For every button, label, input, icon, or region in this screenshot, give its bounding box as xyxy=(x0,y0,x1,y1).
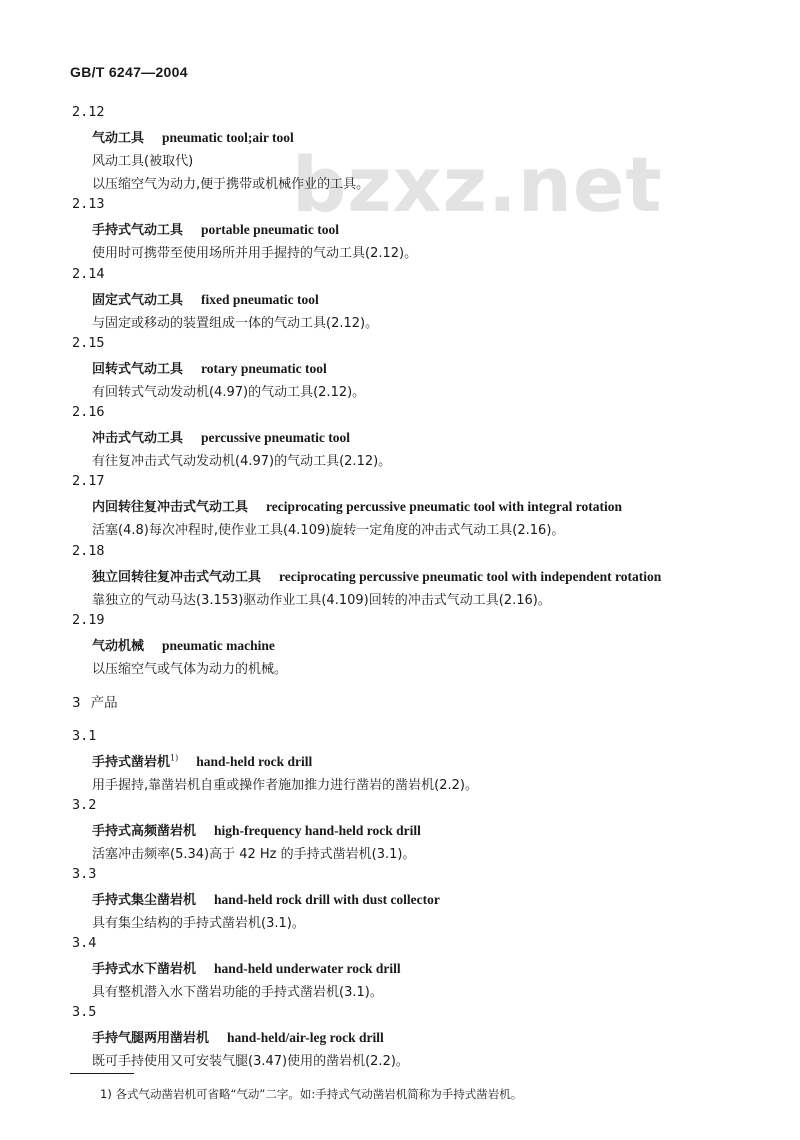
term-zh: 手持气腿两用凿岩机 xyxy=(92,1031,210,1046)
term-en: hand-held rock drill xyxy=(196,754,313,769)
term-en: percussive pneumatic tool xyxy=(201,430,351,445)
term-en: reciprocating percussive pneumatic tool with integral rotation xyxy=(266,499,622,514)
term-title xyxy=(92,566,661,585)
term-zh: 独立回转往复冲击式气动工具 xyxy=(92,570,262,585)
footnote-divider xyxy=(70,1073,134,1074)
term-zh: 手持式气动工具 xyxy=(92,223,184,238)
term-title xyxy=(92,958,401,977)
definition-text: 有往复冲击式气动发动机(4.97)的气动工具(2.12)。 xyxy=(92,454,392,469)
clause-number: 2.13 xyxy=(72,196,105,212)
footnote: 1) 各式气动凿岩机可省略“气动”二字。如:手持式气动凿岩机简称为手持式凿岩机。 xyxy=(100,1087,523,1101)
definition-text: 以压缩空气为动力,便于携带或机械作业的工具。 xyxy=(92,177,370,192)
term-title xyxy=(92,289,319,308)
term-en: hand-held/air-leg rock drill xyxy=(227,1030,384,1045)
definition-text: 以压缩空气或气体为动力的机械。 xyxy=(92,662,288,677)
clause-number: 3.4 xyxy=(72,935,97,951)
term-title xyxy=(92,635,275,654)
definition-text: 具有集尘结构的手持式凿岩机(3.1)。 xyxy=(92,916,305,931)
term-en: rotary pneumatic tool xyxy=(201,361,327,376)
clause-number: 2.18 xyxy=(72,543,105,559)
term-zh: 气动机械 xyxy=(92,639,145,654)
clause-number: 2.14 xyxy=(72,266,105,282)
term-zh: 固定式气动工具 xyxy=(92,293,184,308)
definition-text: 活塞冲击频率(5.34)高于 42 Hz 的手持式凿岩机(3.1)。 xyxy=(92,847,416,862)
clause-number: 2.19 xyxy=(72,612,105,628)
definition-text: 活塞(4.8)每次冲程时,使作业工具(4.109)旋转一定角度的冲击式气动工具(2.16)。 xyxy=(92,523,565,538)
section-number: 3 xyxy=(72,695,81,711)
term-zh: 冲击式气动工具 xyxy=(92,431,184,446)
term-en: fixed pneumatic tool xyxy=(201,292,319,307)
term-title xyxy=(92,751,312,770)
term-title xyxy=(92,358,327,377)
watermark: bzxz.net xyxy=(292,140,663,229)
standard-code: GB/T 6247—2004 xyxy=(70,64,188,80)
definition-text: 靠独立的气动马达(3.153)驱动作业工具(4.109)回转的冲击式气动工具(2.16)。 xyxy=(92,593,551,608)
term-en: hand-held underwater rock drill xyxy=(214,961,401,976)
definition-text: 有回转式气动发动机(4.97)的气动工具(2.12)。 xyxy=(92,385,366,400)
definition-text: 使用时可携带至使用场所并用手握持的气动工具(2.12)。 xyxy=(92,246,418,261)
term-zh: 手持式凿岩机 xyxy=(92,755,171,770)
term-title xyxy=(92,127,294,146)
term-en: portable pneumatic tool xyxy=(201,222,340,237)
term-en: high-frequency hand-held rock drill xyxy=(214,823,421,838)
definition-text: 用手握持,靠凿岩机自重或操作者施加推力进行凿岩的凿岩机(2.2)。 xyxy=(92,778,478,793)
term-zh: 手持式水下凿岩机 xyxy=(92,962,197,977)
definition-text: 与固定或移动的装置组成一体的气动工具(2.12)。 xyxy=(92,316,379,331)
definition-text: 既可手持使用又可安装气腿(3.47)使用的凿岩机(2.2)。 xyxy=(92,1054,409,1069)
section-heading xyxy=(72,691,118,711)
term-title xyxy=(92,496,622,515)
clause-number: 3.3 xyxy=(72,866,97,882)
term-zh: 内回转往复冲击式气动工具 xyxy=(92,500,249,515)
term-zh: 回转式气动工具 xyxy=(92,362,184,377)
term-title xyxy=(92,820,421,839)
term-title xyxy=(92,1027,384,1046)
clause-number: 3.1 xyxy=(72,728,97,744)
term-zh: 手持式集尘凿岩机 xyxy=(92,893,197,908)
clause-number: 3.5 xyxy=(72,1004,97,1020)
term-en: pneumatic machine xyxy=(162,638,275,653)
definition-text: 风动工具(被取代) xyxy=(92,154,194,169)
definition-text: 具有整机潜入水下凿岩功能的手持式凿岩机(3.1)。 xyxy=(92,985,383,1000)
term-title xyxy=(92,427,350,446)
footnote-marker: 1) xyxy=(170,753,179,763)
term-en: reciprocating percussive pneumatic tool with independent rotation xyxy=(279,569,662,584)
clause-number: 2.16 xyxy=(72,404,105,420)
clause-number: 3.2 xyxy=(72,797,97,813)
term-zh: 气动工具 xyxy=(92,131,145,146)
term-zh: 手持式高频凿岩机 xyxy=(92,824,197,839)
term-title xyxy=(92,889,440,908)
term-en: pneumatic tool;air tool xyxy=(162,130,294,145)
section-title: 产品 xyxy=(90,695,118,711)
clause-number: 2.12 xyxy=(72,104,105,120)
term-en: hand-held rock drill with dust collector xyxy=(214,892,440,907)
clause-number: 2.17 xyxy=(72,473,105,489)
clause-number: 2.15 xyxy=(72,335,105,351)
term-title xyxy=(92,219,339,238)
